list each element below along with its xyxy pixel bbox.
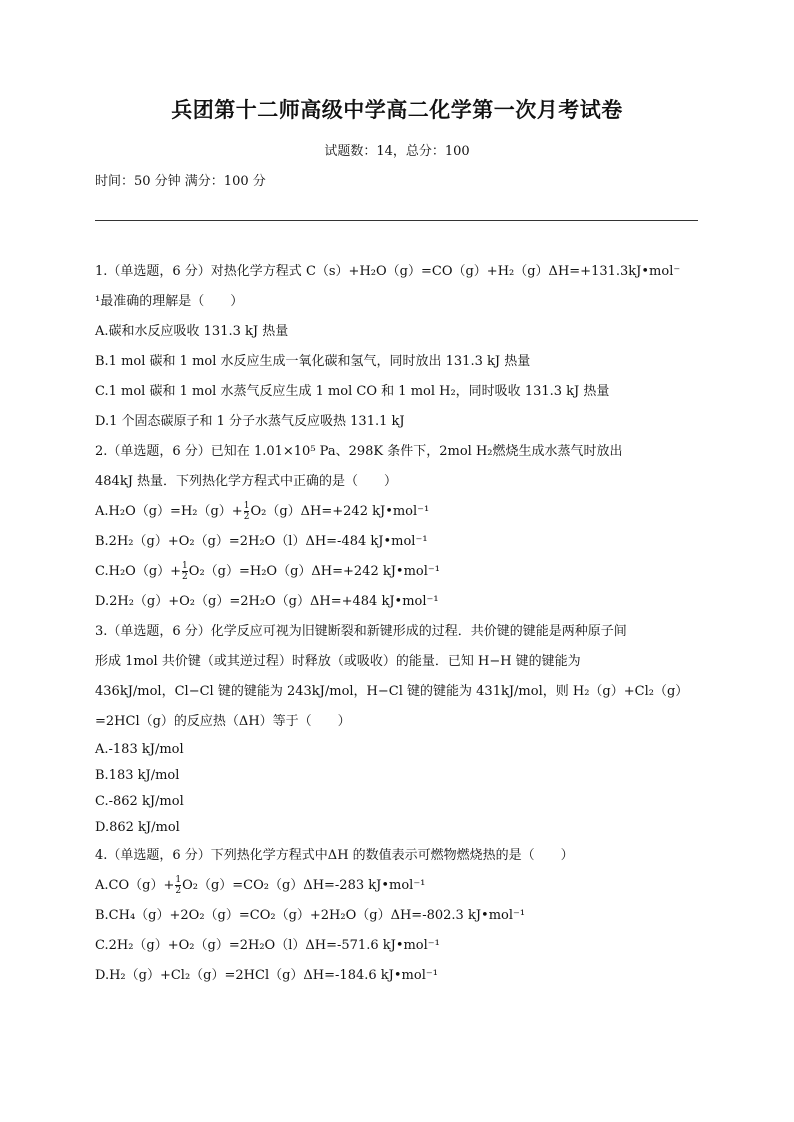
fraction-numerator: 1 <box>175 875 182 885</box>
question-3 <box>95 617 707 841</box>
fraction-denominator: 2 <box>243 512 250 522</box>
option-text-post: O₂（g）=CO₂（g）ΔH=-283 kJ•mol⁻¹ <box>182 878 426 893</box>
question-4 <box>95 841 707 991</box>
question-2 <box>95 437 707 617</box>
fraction-one-half <box>244 501 250 522</box>
option-c: C.-862 kJ/mol <box>95 794 184 809</box>
option-a: A.-183 kJ/mol <box>95 742 184 757</box>
option-a: A.碳和水反应吸收 131.3 kJ 热量 <box>95 324 289 339</box>
question-stem: 484kJ 热量．下列热化学方程式中正确的是（ ） <box>95 474 398 489</box>
option-b: B.1 mol 碳和 1 mol 水反应生成一氧化碳和氢气，同时放出 131.3 kJ 热量 <box>95 354 531 369</box>
option-text-post: O₂（g）ΔH=+242 kJ•mol⁻¹ <box>250 504 430 519</box>
question-stem: =2HCl（g）的反应热（ΔH）等于（ ） <box>95 714 351 729</box>
option-c: C.2H₂（g）+O₂（g）=2H₂O（l）ΔH=-571.6 kJ•mol⁻¹ <box>95 938 440 953</box>
option-a <box>95 497 707 527</box>
page-title: 兵团第十二师高级中学高二化学第一次月考试卷 <box>171 97 623 122</box>
option-text-post: O₂（g）=H₂O（g）ΔH=+242 kJ•mol⁻¹ <box>188 564 440 579</box>
option-b: B.183 kJ/mol <box>95 768 180 783</box>
question-stem: 2.（单选题，6 分）已知在 1.01×10⁵ Pa、298K 条件下，2mol H₂燃烧生成水蒸气时放出 <box>95 444 623 459</box>
question-stem: 4.（单选题，6 分）下列热化学方程式中ΔH 的数值表示可燃物燃烧热的是（ ） <box>95 848 574 863</box>
question-stem: 1.（单选题，6 分）对热化学方程式 C（s）+H₂O（g）=CO（g）+H₂（g）ΔH=+131.3kJ•mol⁻ <box>95 264 681 279</box>
option-c <box>95 557 707 587</box>
option-b: B.2H₂（g）+O₂（g）=2H₂O（l）ΔH=-484 kJ•mol⁻¹ <box>95 534 428 549</box>
question-stem: 436kJ/mol，Cl−Cl 键的键能为 243kJ/mol，H−Cl 键的键能为 431kJ/mol，则 H₂（g）+Cl₂（g） <box>95 684 689 699</box>
divider-line <box>95 220 698 221</box>
fraction-denominator: 2 <box>175 886 182 896</box>
question-list <box>95 257 707 991</box>
option-b: B.CH₄（g）+2O₂（g）=CO₂（g）+2H₂O（g）ΔH=-802.3 kJ•mol⁻¹ <box>95 908 526 923</box>
fraction-one-half <box>175 875 181 896</box>
fraction-numerator: 1 <box>182 561 188 571</box>
option-d: D.H₂（g）+Cl₂（g）=2HCl（g）ΔH=-184.6 kJ•mol⁻¹ <box>95 968 438 983</box>
fraction-denominator: 2 <box>182 572 188 582</box>
question-stem: 3.（单选题，6 分）化学反应可视为旧键断裂和新键形成的过程．共价键的键能是两种原子间 <box>95 624 627 639</box>
option-text-pre: C.H₂O（g）+ <box>95 564 182 579</box>
option-d: D.2H₂（g）+O₂（g）=2H₂O（g）ΔH=+484 kJ•mol⁻¹ <box>95 594 439 609</box>
option-text-pre: A.CO（g）+ <box>95 878 175 893</box>
question-1 <box>95 257 707 437</box>
question-stem: 形成 1mol 共价键（或其逆过程）时释放（或吸收）的能量．已知 H−H 键的键能为 <box>95 654 581 669</box>
option-d: D.1 个固态碳原子和 1 分子水蒸气反应吸热 131.1 kJ <box>95 414 405 429</box>
fraction-numerator: 1 <box>243 501 250 511</box>
option-d: D.862 kJ/mol <box>95 820 180 835</box>
fraction-one-half <box>182 561 188 582</box>
exam-meta: 时间：50 分钟 满分：100 分 <box>95 174 266 189</box>
page-subtitle: 试题数：14，总分：100 <box>324 144 470 159</box>
option-a <box>95 871 707 901</box>
question-stem: ¹最准确的理解是（ ） <box>95 294 244 309</box>
option-text-pre: A.H₂O（g）=H₂（g）+ <box>95 504 243 519</box>
option-c: C.1 mol 碳和 1 mol 水蒸气反应生成 1 mol CO 和 1 mol H₂，同时吸收 131.3 kJ 热量 <box>95 384 610 399</box>
